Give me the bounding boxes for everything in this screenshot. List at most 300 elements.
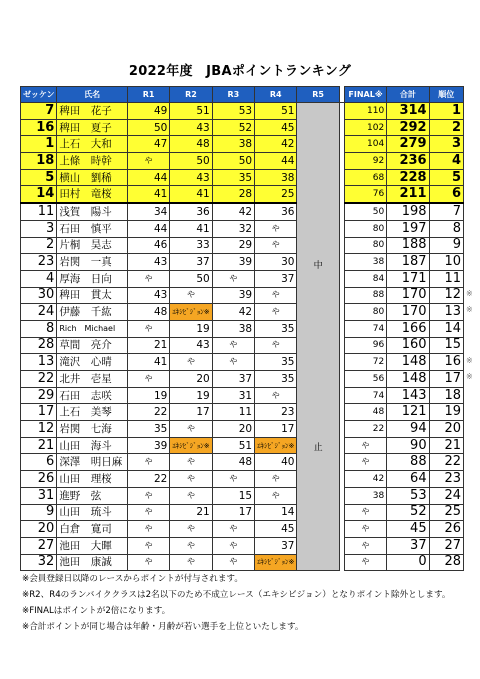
score-total: 52 — [387, 504, 429, 521]
rank-value: 4 — [429, 153, 463, 170]
bib-number: 20 — [21, 521, 57, 538]
score-final: 38 — [344, 487, 386, 504]
rider-name: 上石 美琴 — [57, 404, 128, 421]
ranking-table — [20, 86, 464, 571]
score-r1: や — [127, 521, 169, 538]
table-row — [21, 320, 464, 337]
score-r4: や — [255, 337, 297, 354]
bib-number: 1 — [21, 136, 57, 153]
score-r3: 29 — [212, 237, 254, 254]
score-r4: 45 — [255, 119, 297, 136]
table-row — [21, 521, 464, 538]
score-final: 92 — [344, 153, 386, 170]
score-r3: 35 — [212, 169, 254, 186]
rider-name: 稗田 夏子 — [57, 119, 128, 136]
score-r1: 19 — [127, 387, 169, 404]
rank-value: 7 — [429, 203, 463, 220]
tie-note-mark: ※ — [466, 305, 473, 315]
rank-value: 28 — [429, 554, 463, 571]
score-final: 84 — [344, 270, 386, 287]
tie-note-mark: ※ — [466, 355, 473, 365]
score-r1: 50 — [127, 119, 169, 136]
rider-name: 浅賀 陽斗 — [57, 203, 128, 220]
score-r3: 38 — [212, 320, 254, 337]
score-r2: 33 — [170, 237, 212, 254]
rank-value: 10 — [429, 254, 463, 271]
score-r4: 40 — [255, 454, 297, 471]
rank-value: 25 — [429, 504, 463, 521]
rider-name: 山田 海斗 — [57, 437, 128, 454]
rank-value: 17 — [429, 371, 463, 388]
table-row — [21, 537, 464, 554]
bib-number: 23 — [21, 254, 57, 271]
table-row — [21, 220, 464, 237]
rider-name: 山田 琉斗 — [57, 504, 128, 521]
score-total: 236 — [387, 153, 429, 170]
score-r3: や — [212, 471, 254, 488]
score-r1: 44 — [127, 169, 169, 186]
score-total: 197 — [387, 220, 429, 237]
bib-number: 21 — [21, 437, 57, 454]
rider-name: 稗田 貫太 — [57, 287, 128, 304]
score-final: 56 — [344, 371, 386, 388]
bib-number: 8 — [21, 320, 57, 337]
score-total: 0 — [387, 554, 429, 571]
score-r2: 21 — [170, 504, 212, 521]
score-total: 148 — [387, 371, 429, 388]
footnotes — [22, 571, 450, 635]
header-r5: R5 — [297, 87, 339, 103]
table-row — [21, 237, 464, 254]
score-r4: 44 — [255, 153, 297, 170]
score-r3: 38 — [212, 136, 254, 153]
table-row — [21, 287, 464, 304]
table-row — [21, 136, 464, 153]
score-r1: 46 — [127, 237, 169, 254]
score-total: 170 — [387, 304, 429, 321]
rank-value: 12 — [429, 287, 463, 304]
rank-value: 16 — [429, 354, 463, 371]
score-r2: や — [170, 554, 212, 571]
table-row — [21, 454, 464, 471]
score-total: 94 — [387, 421, 429, 438]
score-r2: ｴｷｼﾋﾞｼﾞｮﾝ※ — [170, 437, 212, 454]
score-r2: 17 — [170, 404, 212, 421]
rider-name: 稗田 花子 — [57, 103, 128, 120]
score-r4: 37 — [255, 270, 297, 287]
table-row — [21, 270, 464, 287]
rider-name: 厚海 日向 — [57, 270, 128, 287]
rank-value: 3 — [429, 136, 463, 153]
score-r4: 23 — [255, 404, 297, 421]
score-final: 38 — [344, 254, 386, 271]
table-row — [21, 304, 464, 321]
score-total: 211 — [387, 186, 429, 203]
score-r4: や — [255, 220, 297, 237]
score-r4: や — [255, 387, 297, 404]
score-r3: 52 — [212, 119, 254, 136]
rank-value: 23 — [429, 471, 463, 488]
score-r1: や — [127, 270, 169, 287]
score-r4: や — [255, 304, 297, 321]
rider-name: 上條 時幹 — [57, 153, 128, 170]
bib-number: 2 — [21, 237, 57, 254]
rider-name: 山田 理桜 — [57, 471, 128, 488]
score-r2: 41 — [170, 220, 212, 237]
rider-name: 池田 大暉 — [57, 537, 128, 554]
page-title: 2022年度 JBAポイントランキング — [128, 64, 352, 79]
rank-value: 24 — [429, 487, 463, 504]
score-r2: 48 — [170, 136, 212, 153]
rider-name: 片桐 昊志 — [57, 237, 128, 254]
score-final: 104 — [344, 136, 386, 153]
score-r2: 19 — [170, 387, 212, 404]
note-line: ※合計ポイントが同じ場合は年齢・月齢が若い選手を上位といたします。 — [22, 622, 304, 632]
score-r2: や — [170, 421, 212, 438]
score-final: 102 — [344, 119, 386, 136]
rider-name: 横山 劉稀 — [57, 169, 128, 186]
table-row — [21, 337, 464, 354]
table-row — [21, 421, 464, 438]
score-r1: 47 — [127, 136, 169, 153]
score-r1: 49 — [127, 103, 169, 120]
bib-number: 16 — [21, 119, 57, 136]
r5-label: 止 — [313, 443, 323, 453]
rank-value: 19 — [429, 404, 463, 421]
rank-value: 8 — [429, 220, 463, 237]
score-r4: 45 — [255, 521, 297, 538]
score-total: 166 — [387, 320, 429, 337]
score-r1: 44 — [127, 220, 169, 237]
bib-number: 24 — [21, 304, 57, 321]
score-r3: 17 — [212, 504, 254, 521]
bib-number: 12 — [21, 421, 57, 438]
score-final: や — [344, 554, 386, 571]
tie-note-mark: ※ — [466, 288, 473, 298]
table-row — [21, 203, 464, 220]
score-total: 187 — [387, 254, 429, 271]
bib-number: 3 — [21, 220, 57, 237]
header-no: ゼッケン — [21, 87, 57, 103]
bib-number: 22 — [21, 371, 57, 388]
score-r4: 17 — [255, 421, 297, 438]
score-r3: や — [212, 337, 254, 354]
rider-name: 岩関 一真 — [57, 254, 128, 271]
rank-value: 13 — [429, 304, 463, 321]
rank-value: 20 — [429, 421, 463, 438]
score-final: 96 — [344, 337, 386, 354]
score-r3: や — [212, 554, 254, 571]
score-r1: 21 — [127, 337, 169, 354]
score-final: 74 — [344, 320, 386, 337]
rank-value: 15 — [429, 337, 463, 354]
table-row — [21, 387, 464, 404]
note-line: ※R2、R4のランバイククラスは2名以下のため不成立レース（エキシビジョン）となりポイント除外とします。 — [22, 590, 451, 600]
table-row — [21, 354, 464, 371]
rank-value: 22 — [429, 454, 463, 471]
header-r3: R3 — [212, 87, 254, 103]
score-total: 292 — [387, 119, 429, 136]
score-r3: 51 — [212, 437, 254, 454]
score-final: 80 — [344, 220, 386, 237]
rank-value: 21 — [429, 437, 463, 454]
score-final: 110 — [344, 103, 386, 120]
score-final: 80 — [344, 304, 386, 321]
bib-number: 5 — [21, 169, 57, 186]
score-r3: 48 — [212, 454, 254, 471]
table-row — [21, 186, 464, 203]
score-r4: 36 — [255, 203, 297, 220]
table-row — [21, 504, 464, 521]
score-final: 68 — [344, 169, 386, 186]
score-total: 64 — [387, 471, 429, 488]
rider-name: 滝沢 心晴 — [57, 354, 128, 371]
rider-name: 石田 慎平 — [57, 220, 128, 237]
bib-number: 18 — [21, 153, 57, 170]
bib-number: 32 — [21, 554, 57, 571]
rider-name: 北井 壱星 — [57, 371, 128, 388]
score-r4: 14 — [255, 504, 297, 521]
score-r2: 43 — [170, 337, 212, 354]
bib-number: 14 — [21, 186, 57, 203]
score-r3: や — [212, 537, 254, 554]
score-r3: や — [212, 270, 254, 287]
score-r2: 19 — [170, 320, 212, 337]
table-row — [21, 487, 464, 504]
score-r1: や — [127, 554, 169, 571]
score-total: 143 — [387, 387, 429, 404]
score-total: 314 — [387, 103, 429, 120]
score-r4: ｴｷｼﾋﾞｼﾞｮﾝ※ — [255, 437, 297, 454]
score-total: 37 — [387, 537, 429, 554]
score-final: や — [344, 521, 386, 538]
score-r2: や — [170, 537, 212, 554]
score-r1: 48 — [127, 304, 169, 321]
score-r3: 15 — [212, 487, 254, 504]
score-final: 74 — [344, 387, 386, 404]
score-r1: 39 — [127, 437, 169, 454]
score-total: 228 — [387, 169, 429, 186]
score-r3: 20 — [212, 421, 254, 438]
score-r3: や — [212, 521, 254, 538]
score-r2: 51 — [170, 103, 212, 120]
table-header-row — [21, 87, 464, 103]
score-final: 42 — [344, 471, 386, 488]
rank-value: 18 — [429, 387, 463, 404]
rank-value: 9 — [429, 237, 463, 254]
score-r1: 22 — [127, 471, 169, 488]
score-r3: 50 — [212, 153, 254, 170]
bib-number: 27 — [21, 537, 57, 554]
rider-name: 田村 竜桜 — [57, 186, 128, 203]
score-total: 121 — [387, 404, 429, 421]
table-row — [21, 437, 464, 454]
score-r4: や — [255, 237, 297, 254]
rider-name: 岩関 七海 — [57, 421, 128, 438]
score-total: 188 — [387, 237, 429, 254]
score-r2: 50 — [170, 270, 212, 287]
score-r4: 35 — [255, 371, 297, 388]
table-row — [21, 404, 464, 421]
score-r4: 30 — [255, 254, 297, 271]
note-line: ※会員登録日以降のレースからポイントが付与されます。 — [22, 574, 243, 584]
score-r4: 35 — [255, 354, 297, 371]
rider-name: 池田 康誠 — [57, 554, 128, 571]
header-total: 合計 — [387, 87, 429, 103]
score-r3: 28 — [212, 186, 254, 203]
rider-name: 進野 弦 — [57, 487, 128, 504]
bib-number: 30 — [21, 287, 57, 304]
score-final: や — [344, 537, 386, 554]
tie-note-mark: ※ — [466, 372, 473, 382]
rank-value: 11 — [429, 270, 463, 287]
score-r1: や — [127, 487, 169, 504]
score-r2: ｴｷｼﾋﾞｼﾞｮﾝ※ — [170, 304, 212, 321]
score-r2: や — [170, 471, 212, 488]
score-r2: 36 — [170, 203, 212, 220]
bib-number: 31 — [21, 487, 57, 504]
score-r2: 50 — [170, 153, 212, 170]
bib-number: 28 — [21, 337, 57, 354]
score-total: 148 — [387, 354, 429, 371]
header-r4: R4 — [255, 87, 297, 103]
table-row — [21, 119, 464, 136]
score-total: 170 — [387, 287, 429, 304]
score-r3: 31 — [212, 387, 254, 404]
table-row — [21, 471, 464, 488]
score-r2: 41 — [170, 186, 212, 203]
header-name: 氏名 — [57, 87, 128, 103]
score-r4: 35 — [255, 320, 297, 337]
score-r2: や — [170, 454, 212, 471]
score-final: や — [344, 504, 386, 521]
score-r1: 35 — [127, 421, 169, 438]
score-r2: や — [170, 354, 212, 371]
score-r1: 22 — [127, 404, 169, 421]
rank-value: 1 — [429, 103, 463, 120]
bib-number: 13 — [21, 354, 57, 371]
score-r4: や — [255, 471, 297, 488]
score-final: 22 — [344, 421, 386, 438]
rank-value: 26 — [429, 521, 463, 538]
bib-number: 26 — [21, 471, 57, 488]
score-r1: 34 — [127, 203, 169, 220]
score-r4: 38 — [255, 169, 297, 186]
score-final: 76 — [344, 186, 386, 203]
score-r4: ｴｷｼﾋﾞｼﾞｮﾝ※ — [255, 554, 297, 571]
rank-value: 14 — [429, 320, 463, 337]
r5-cancelled-cell — [297, 103, 339, 571]
score-final: や — [344, 454, 386, 471]
table-body — [21, 103, 464, 571]
score-r4: 25 — [255, 186, 297, 203]
header-r2: R2 — [170, 87, 212, 103]
score-r3: や — [212, 354, 254, 371]
score-r1: 41 — [127, 354, 169, 371]
score-r4: 42 — [255, 136, 297, 153]
score-final: 50 — [344, 203, 386, 220]
rank-value: 5 — [429, 169, 463, 186]
score-r2: や — [170, 521, 212, 538]
rider-name: 伊藤 千紘 — [57, 304, 128, 321]
table-row — [21, 103, 464, 120]
rider-name: 白倉 寛司 — [57, 521, 128, 538]
rank-value: 27 — [429, 537, 463, 554]
score-r3: 42 — [212, 304, 254, 321]
score-r1: や — [127, 153, 169, 170]
score-r4: 37 — [255, 537, 297, 554]
rider-name: 深澤 明日麻 — [57, 454, 128, 471]
score-r2: 20 — [170, 371, 212, 388]
score-total: 198 — [387, 203, 429, 220]
table-row — [21, 554, 464, 571]
score-final: 80 — [344, 237, 386, 254]
score-r4: 51 — [255, 103, 297, 120]
score-total: 90 — [387, 437, 429, 454]
score-total: 171 — [387, 270, 429, 287]
bib-number: 11 — [21, 203, 57, 220]
score-r3: 39 — [212, 254, 254, 271]
score-r3: 11 — [212, 404, 254, 421]
score-r1: 41 — [127, 186, 169, 203]
score-r1: や — [127, 320, 169, 337]
note-line: ※FINALはポイントが2倍になります。 — [22, 606, 171, 616]
score-r4: や — [255, 487, 297, 504]
score-r3: 37 — [212, 371, 254, 388]
r5-label: 中 — [313, 261, 323, 271]
score-final: や — [344, 437, 386, 454]
score-final: 88 — [344, 287, 386, 304]
score-final: 48 — [344, 404, 386, 421]
score-r2: 43 — [170, 169, 212, 186]
rider-name: Rich Michael — [57, 320, 128, 337]
score-r1: や — [127, 537, 169, 554]
score-r2: や — [170, 287, 212, 304]
score-r2: 37 — [170, 254, 212, 271]
rank-value: 6 — [429, 186, 463, 203]
score-r4: や — [255, 287, 297, 304]
score-total: 45 — [387, 521, 429, 538]
header-final: FINAL※ — [344, 87, 386, 103]
bib-number: 29 — [21, 387, 57, 404]
header-rank: 順位 — [429, 87, 463, 103]
rider-name: 上石 大和 — [57, 136, 128, 153]
bib-number: 17 — [21, 404, 57, 421]
score-r1: 43 — [127, 287, 169, 304]
table-row — [21, 371, 464, 388]
score-r3: 42 — [212, 203, 254, 220]
table-row — [21, 169, 464, 186]
score-r1: や — [127, 371, 169, 388]
score-r2: 43 — [170, 119, 212, 136]
rider-name: 石田 志咲 — [57, 387, 128, 404]
score-total: 53 — [387, 487, 429, 504]
score-r2: や — [170, 487, 212, 504]
score-total: 279 — [387, 136, 429, 153]
score-r1: や — [127, 454, 169, 471]
bib-number: 9 — [21, 504, 57, 521]
score-r3: 32 — [212, 220, 254, 237]
bib-number: 6 — [21, 454, 57, 471]
rider-name: 草間 亮介 — [57, 337, 128, 354]
score-final: 72 — [344, 354, 386, 371]
rank-value: 2 — [429, 119, 463, 136]
score-r1: や — [127, 504, 169, 521]
bib-number: 7 — [21, 103, 57, 120]
table-row — [21, 254, 464, 271]
score-r3: 53 — [212, 103, 254, 120]
score-total: 88 — [387, 454, 429, 471]
